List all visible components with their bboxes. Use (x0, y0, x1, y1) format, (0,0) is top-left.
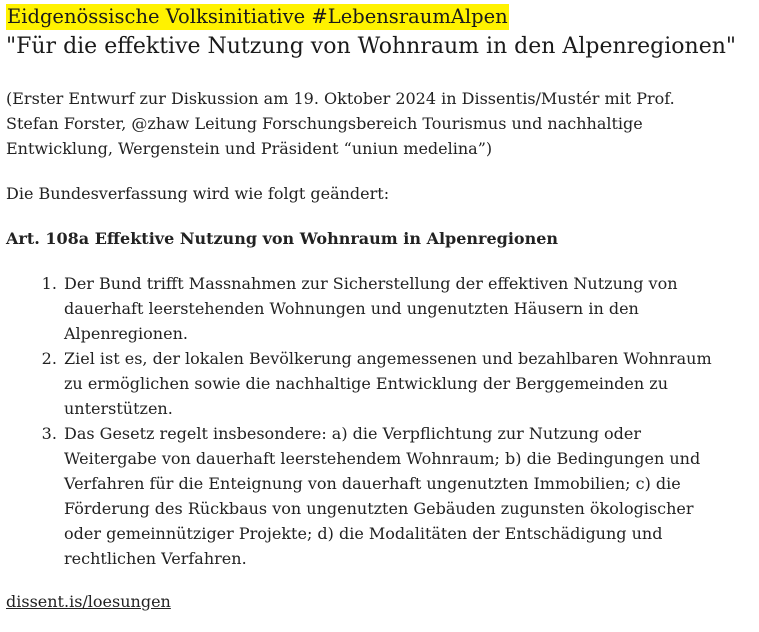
article-item-2: 2. Ziel ist es, der lokalen Bevölkerung angemessenen und bezahlbaren Wohnraum zu ermöglichen sowie die nachhaltige Entwicklung der Berggemeinden zu unterstützen. (62, 346, 753, 421)
intro-paragraph: (Erster Entwurf zur Diskussion am 19. Oktober 2024 in Dissentis/Mustér mit Prof. Stefan Forster, @zhaw Leitung Forschungsbereich Tourismus und nachhaltige Entwicklung, Wergenstein und Präsident “uniun medelina”) (6, 89, 675, 158)
initiative-title: Eidgenössische Volksinitiative #LebensraumAlpen (7, 5, 508, 28)
article-item-3: 3. Das Gesetz regelt insbesondere: a) die Verpflichtung zur Nutzung oder Weitergabe von dauerhaft leerstehendem Wohnraum; b) die Bedingungen und Verfahren für die Enteignung von dauerhaft ungenutzten Immobilien; c) die Förderung des Rückbaus von ungenutzten Gebäuden zugunsten ökologischer oder gemeinnütziger Projekte; d) die Modalitäten der Entschädigung und rechtlichen Verfahren. (62, 421, 753, 571)
initiative-subtitle: "Für die effektive Nutzung von Wohnraum in den Alpenregionen" (6, 34, 737, 59)
article-items-list (6, 271, 753, 571)
article-item-1: 1. Der Bund trifft Massnahmen zur Sicherstellung der effektiven Nutzung von dauerhaft leerstehenden Wohnungen und ungenutzten Häusern in den Alpenregionen. (62, 271, 753, 346)
amendment-statement: Die Bundesverfassung wird wie folgt geändert: (6, 184, 390, 203)
article-heading: Art. 108a Effektive Nutzung von Wohnraum in Alpenregionen (6, 229, 559, 248)
solutions-link[interactable]: dissent.is/loesungen (6, 592, 171, 611)
